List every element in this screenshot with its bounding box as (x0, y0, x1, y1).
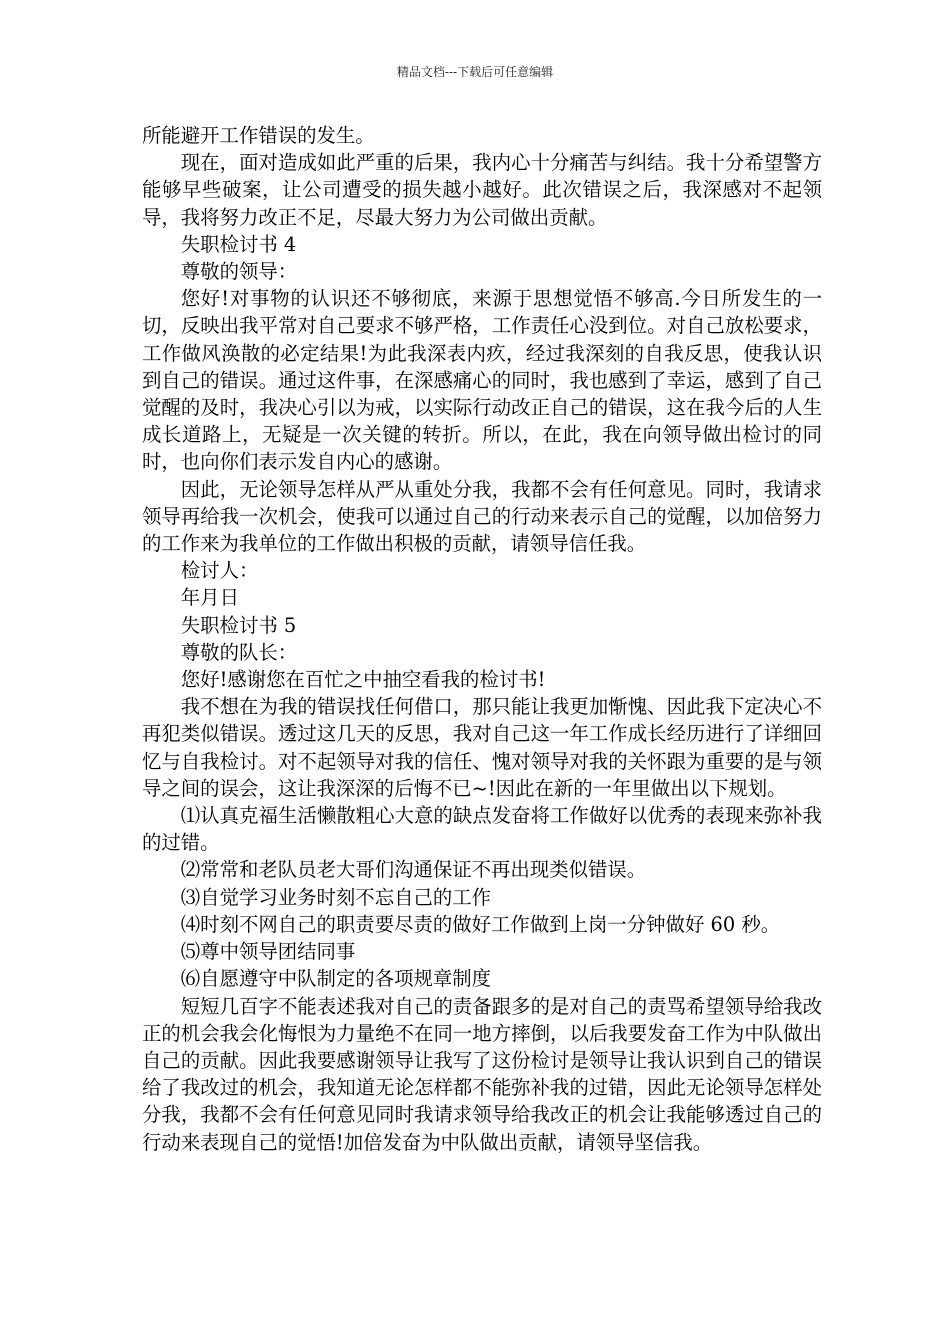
date-label: 年月日 (180, 586, 239, 610)
list-item: ⑶自觉学习业务时刻不忘自己的工作 (180, 885, 492, 909)
page-header: 精品文档---下载后可任意编辑 (396, 65, 554, 79)
document-body (142, 122, 822, 1156)
signature-label: 检讨人： (180, 559, 259, 583)
paragraph: 我不想在为我的错误找任何借口，那只能让我更加惭愧、因此我下定决心不再犯类似错误。透过这几天的反思，我对自己这一年工作成长经历进行了详细回忆与自我检讨。对不起领导对我的信任、愧对领导对我的关怀跟为重要的是与领导之间的误会，这让我深深的后悔不已~!因此在新的一年里做出以下规划。 (142, 695, 822, 800)
paragraph: 现在，面对造成如此严重的后果，我内心十分痛苦与纠结。我十分希望警方能够早些破案，让公司遭受的损失越小越好。此次错误之后，我深感对不起领导，我将努力改正不足，尽最大努力为公司做出贡献。 (142, 151, 822, 229)
list-item: ⑷时刻不网自己的职责要尽责的做好工作做到上岗一分钟做好 60 秒。 (180, 912, 781, 936)
paragraph: 您好!对事物的认识还不够彻底，来源于思想觉悟不够高.今日所发生的一切，反映出我平常对自己要求不够严格，工作责任心没到位。对自己放松要求，工作做风涣散的必定结果!为此我深表内疚，经过我深刻的自我反思，使我认识到自己的错误。通过这件事，在深感痛心的同时，我也感到了幸运，感到了自己觉醒的及时，我决心引以为戒，以实际行动改正自己的错误，这在我今后的人生成长道路上，无疑是一次关键的转折。所以，在此，我在向领导做出检讨的同时，也向你们表示发自内心的感谢。 (142, 287, 822, 474)
list-item: ⑴认真克福生活懒散粗心大意的缺点发奋将工作做好以优秀的表现来弥补我的过错。 (142, 804, 822, 855)
paragraph: 您好!感谢您在百忙之中抽空看我的检讨书! (180, 668, 546, 692)
section-title: 失职检讨书 5 (180, 613, 297, 637)
list-item: ⑵常常和老队员老大哥们沟通保证不再出现类似错误。 (180, 858, 647, 882)
paragraph: 因此，无论领导怎样从严从重处分我，我都不会有任何意见。同时，我请求领导再给我一次机会，使我可以通过自己的行动来表示自己的觉醒，以加倍努力的工作来为我单位的工作做出积极的贡献，请领导信任我。 (142, 477, 822, 556)
paragraph: 短短几百字不能表述我对自己的责备跟多的是对自己的责骂希望领导给我改正的机会我会化悔恨为力量绝不在同一地方摔倒，以后我要发奋工作为中队做出自己的贡献。因此我要感谢领导让我写了这份检讨是领导让我认识到自己的错误给了我改过的机会，我知道无论怎样都不能弥补我的过错，因此无论领导怎样处分我，我都不会有任何意见同时我请求领导给我改正的机会让我能够透过自己的行动来表现自己的觉悟!加倍发奋为中队做出贡献，请领导坚信我。 (142, 994, 822, 1154)
section-title: 失职检讨书 4 (180, 232, 297, 256)
list-item: ⑹自愿遵守中队制定的各项规章制度 (180, 967, 492, 991)
salutation: 尊敬的队长： (180, 640, 298, 664)
paragraph: 所能避开工作错误的发生。 (142, 124, 375, 147)
list-item: ⑸尊中领导团结同事 (180, 940, 356, 964)
salutation: 尊敬的领导： (180, 260, 298, 284)
